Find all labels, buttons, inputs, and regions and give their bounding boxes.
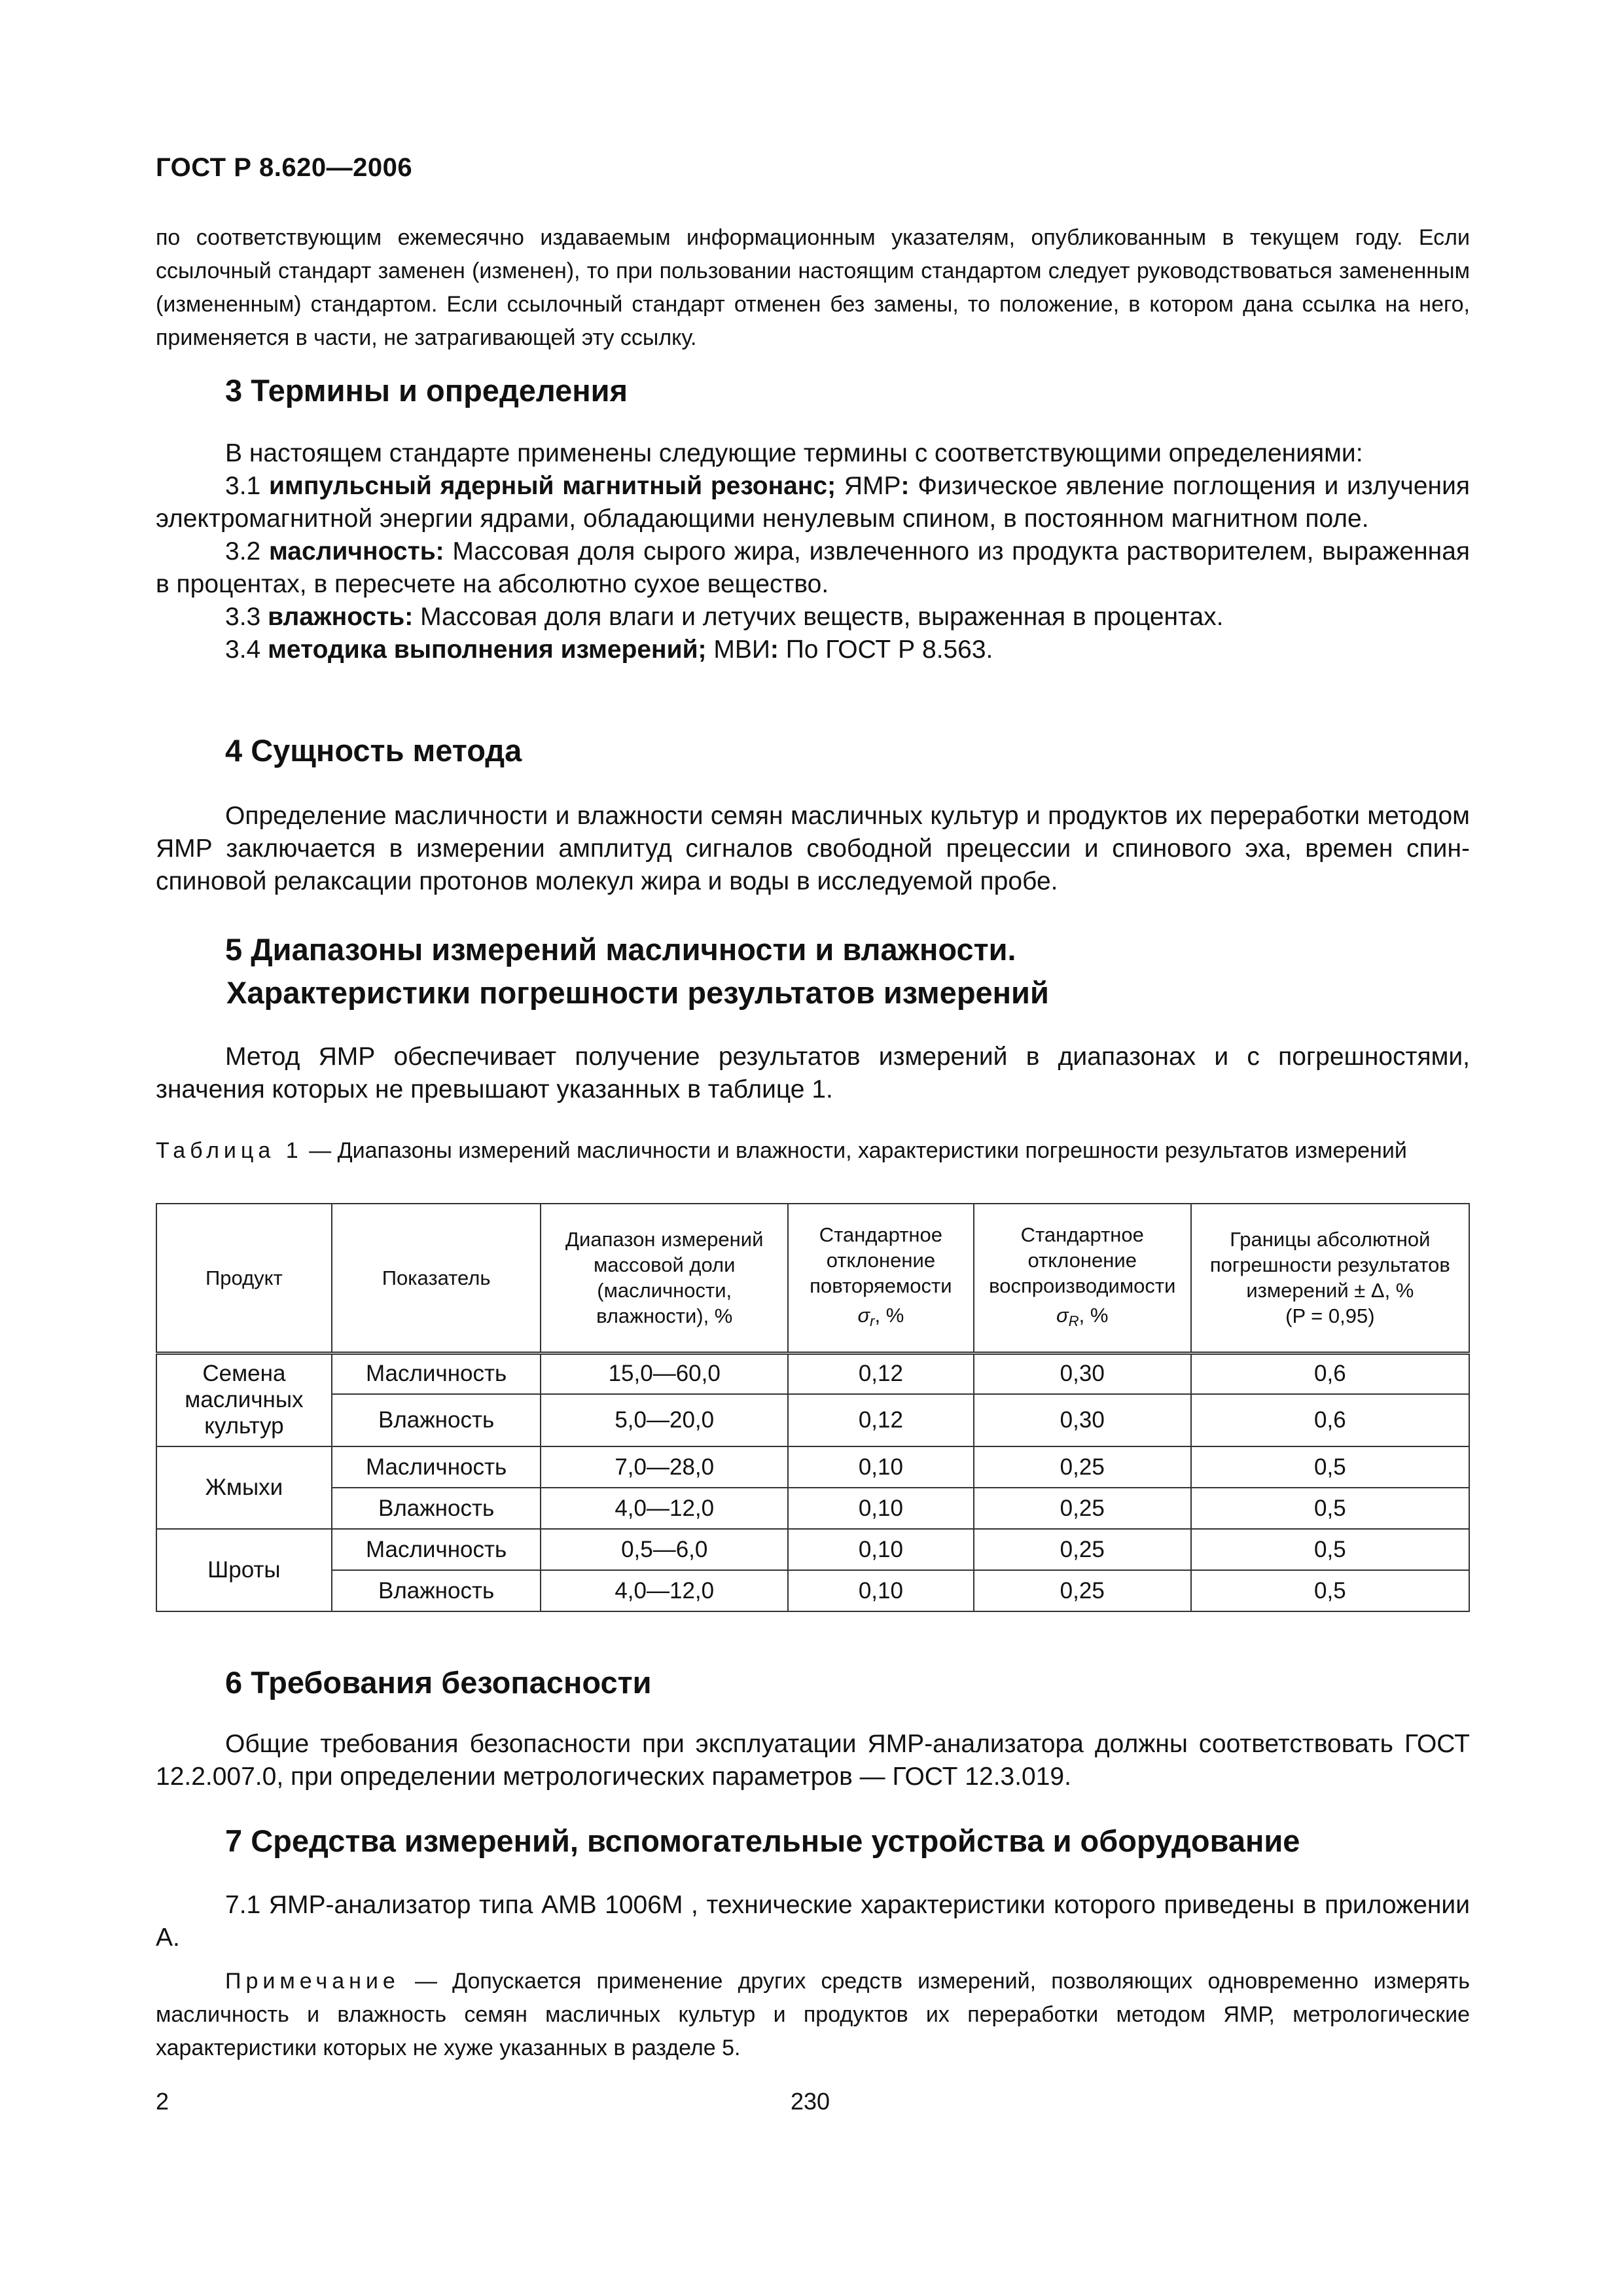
section-4-body	[156, 800, 1470, 898]
section-7-p1: 7.1 ЯМР-анализатор типа АМВ 1006М , технические характеристики которого приведены в приложении А.	[156, 1891, 1470, 1952]
note-label: Примечание	[225, 1969, 400, 1994]
section-7-title: 7 Средства измерений, вспомогательные устройства и оборудование	[225, 1823, 1300, 1858]
table-caption	[156, 1136, 1470, 1165]
cell-repeatability: 0,10	[788, 1446, 974, 1488]
header-range-line: Диапазон измерений	[565, 1228, 764, 1251]
cell-repeatability: 0,10	[788, 1570, 974, 1611]
cell-error: 0,5	[1191, 1570, 1469, 1611]
section-4-text: Определение масличности и влажности семян масличных культур и продуктов их переработки методом ЯМР заключается в измерении амплитуд сигналов свободной прецессии и спинового эха, времен спин-спиновой релаксации протонов молекул жира и воды в исследуемой пробе.	[156, 802, 1470, 895]
cell-product: Жмыхи	[156, 1446, 332, 1529]
cell-indicator: Масличность	[332, 1529, 541, 1570]
term-definition: Массовая доля влаги и летучих веществ, выраженная в процентах.	[413, 603, 1224, 631]
header-repro-line: Стандартное	[1020, 1223, 1144, 1246]
cell-range: 15,0—60,0	[541, 1353, 788, 1394]
header-rep-symbol	[793, 1302, 969, 1334]
section-6-title: 6 Требования безопасности	[225, 1665, 652, 1700]
header-range-line: (масличности,	[597, 1279, 732, 1302]
header-range	[541, 1204, 788, 1353]
intro-text: по соответствующим ежемесячно издаваемым информационным указателям, опубликованным в текущем году. Если ссылочный стандарт заменен (изменен), то при пользовании настоящим стандартом следует руководствоваться замененным (измененным) стандартом. Если ссылочный стандарт отменен без замены, то положение, в котором дана ссылка на него, применяется в части, не затрагивающей эту ссылку.	[156, 225, 1470, 350]
table-row	[156, 1353, 1469, 1394]
cell-error: 0,5	[1191, 1446, 1469, 1488]
table-caption-text: — Диапазоны измерений масличности и влажности, характеристики погрешности результатов измерений	[302, 1138, 1407, 1163]
measurement-table	[156, 1203, 1470, 1612]
term-colon: :	[901, 472, 910, 500]
term-number: 3.1	[225, 472, 270, 500]
cell-reproducibility: 0,30	[974, 1353, 1191, 1394]
cell-range: 7,0—28,0	[541, 1446, 788, 1488]
cell-indicator: Влажность	[332, 1570, 541, 1611]
header-rep-line: отклонение	[826, 1248, 936, 1272]
term-name: масличность:	[268, 537, 444, 565]
term-3-4	[156, 634, 1470, 666]
section-4-title: 4 Сущность метода	[225, 733, 522, 768]
header-product: Продукт	[156, 1204, 332, 1353]
unit: , %	[874, 1303, 904, 1327]
header-rep-line: повторяемости	[810, 1274, 952, 1297]
table-header-row	[156, 1204, 1469, 1353]
header-rep-line: Стандартное	[819, 1223, 943, 1246]
header-error-bounds	[1191, 1204, 1469, 1353]
sigma-subscript: r	[870, 1312, 875, 1329]
term-number: 3.2	[225, 537, 269, 565]
header-err-line: погрешности результатов	[1209, 1253, 1450, 1277]
header-indicator: Показатель	[332, 1204, 541, 1353]
header-err-line: Границы абсолютной	[1230, 1228, 1431, 1251]
cell-range: 4,0—12,0	[541, 1570, 788, 1611]
cell-reproducibility: 0,25	[974, 1488, 1191, 1529]
header-err-line: измерений ± Δ, %	[1246, 1279, 1414, 1302]
unit: , %	[1079, 1303, 1109, 1327]
term-3-3	[156, 601, 1470, 634]
term-3-2	[156, 535, 1470, 601]
header-range-line: массовой доли	[593, 1253, 736, 1277]
cell-error: 0,5	[1191, 1529, 1469, 1570]
cell-indicator: Масличность	[332, 1353, 541, 1394]
term-colon: :	[770, 636, 779, 664]
cell-indicator: Масличность	[332, 1446, 541, 1488]
section-3-lead: В настоящем стандарте применены следующие термины с соответствующими определениями:	[225, 439, 1363, 467]
cell-range: 4,0—12,0	[541, 1488, 788, 1529]
cell-error: 0,6	[1191, 1353, 1469, 1394]
section-3-title: 3 Термины и определения	[225, 373, 628, 408]
table-row	[156, 1570, 1469, 1611]
term-definition: Физическое явление поглощения и излучения электромагнитной энергии ядрами, обладающими ненулевым спином, в постоянном магнитном поле.	[156, 472, 1470, 533]
term-name: импульсный ядерный магнитный резонанс;	[269, 472, 836, 500]
section-5-title	[225, 928, 1049, 1014]
term-definition: По ГОСТ Р 8.563.	[778, 636, 993, 664]
header-repro-line: отклонение	[1027, 1248, 1137, 1272]
header-err-line: (P = 0,95)	[1285, 1304, 1375, 1328]
header-reproducibility	[974, 1204, 1191, 1353]
sigma-symbol: σ	[857, 1303, 870, 1327]
section-3-body	[156, 437, 1470, 666]
cell-product: Шроты	[156, 1529, 332, 1611]
table-row	[156, 1446, 1469, 1488]
term-number: 3.3	[225, 603, 268, 631]
section-5-text: Метод ЯМР обеспечивает получение результатов измерений в диапазонах и с погрешностями, значения которых не превышают указанных в таблице 1.	[156, 1043, 1470, 1103]
document-header: ГОСТ Р 8.620—2006	[156, 153, 413, 182]
header-repro-symbol	[978, 1302, 1186, 1334]
section-6-body	[156, 1728, 1470, 1793]
term-number: 3.4	[225, 636, 268, 664]
cell-product: Семена масличных культур	[156, 1353, 332, 1446]
page-number: 2	[156, 2088, 169, 2115]
table-row	[156, 1488, 1469, 1529]
cell-indicator: Влажность	[332, 1394, 541, 1446]
section-6-text: Общие требования безопасности при эксплуатации ЯМР-анализатора должны соответствовать ГОСТ 12.2.007.0, при определении метрологических параметров — ГОСТ 12.3.019.	[156, 1730, 1470, 1791]
section-5-title-line-2: Характеристики погрешности результатов измерений	[226, 975, 1049, 1010]
cell-error: 0,6	[1191, 1394, 1469, 1446]
cell-repeatability: 0,10	[788, 1488, 974, 1529]
term-definition: Массовая доля сырого жира, извлеченного из продукта растворителем, выраженная в процентах, в пересчете на абсолютно сухое вещество.	[156, 537, 1470, 598]
note-body: — Допускается применение других средств измерений, позволяющих одновременно измерять масличность и влажность семян масличных культур и продуктов их переработки методом ЯМР, метрологические характеристики которых не хуже указанных в разделе 5.	[156, 1969, 1470, 2060]
term-abbr: МВИ	[706, 636, 770, 664]
cell-error: 0,5	[1191, 1488, 1469, 1529]
cell-reproducibility: 0,25	[974, 1529, 1191, 1570]
cell-indicator: Влажность	[332, 1488, 541, 1529]
note-text	[156, 1965, 1470, 2065]
section-5-body	[156, 1041, 1470, 1106]
cell-repeatability: 0,10	[788, 1529, 974, 1570]
cell-range: 0,5—6,0	[541, 1529, 788, 1570]
table-caption-label: Таблица 1	[156, 1138, 303, 1163]
term-name: методика выполнения измерений;	[268, 636, 707, 664]
term-3-1	[156, 470, 1470, 535]
sheet-number: 230	[791, 2088, 830, 2115]
table-row	[156, 1529, 1469, 1570]
cell-repeatability: 0,12	[788, 1353, 974, 1394]
sigma-subscript: R	[1068, 1312, 1079, 1329]
section-5-title-line-1: 5 Диапазоны измерений масличности и влажности.	[225, 932, 1016, 967]
table-row	[156, 1394, 1469, 1446]
cell-reproducibility: 0,25	[974, 1446, 1191, 1488]
cell-range: 5,0—20,0	[541, 1394, 788, 1446]
header-repeatability	[788, 1204, 974, 1353]
header-range-line: влажности), %	[596, 1304, 733, 1328]
term-abbr: ЯМР	[836, 472, 901, 500]
intro-paragraph	[156, 221, 1470, 355]
cell-reproducibility: 0,30	[974, 1394, 1191, 1446]
cell-repeatability: 0,12	[788, 1394, 974, 1446]
section-7-body	[156, 1889, 1470, 1954]
term-name: влажность:	[268, 603, 414, 631]
header-repro-line: воспроизводимости	[989, 1274, 1176, 1297]
section-7-note	[156, 1965, 1470, 2065]
cell-reproducibility: 0,25	[974, 1570, 1191, 1611]
sigma-symbol: σ	[1056, 1303, 1069, 1327]
